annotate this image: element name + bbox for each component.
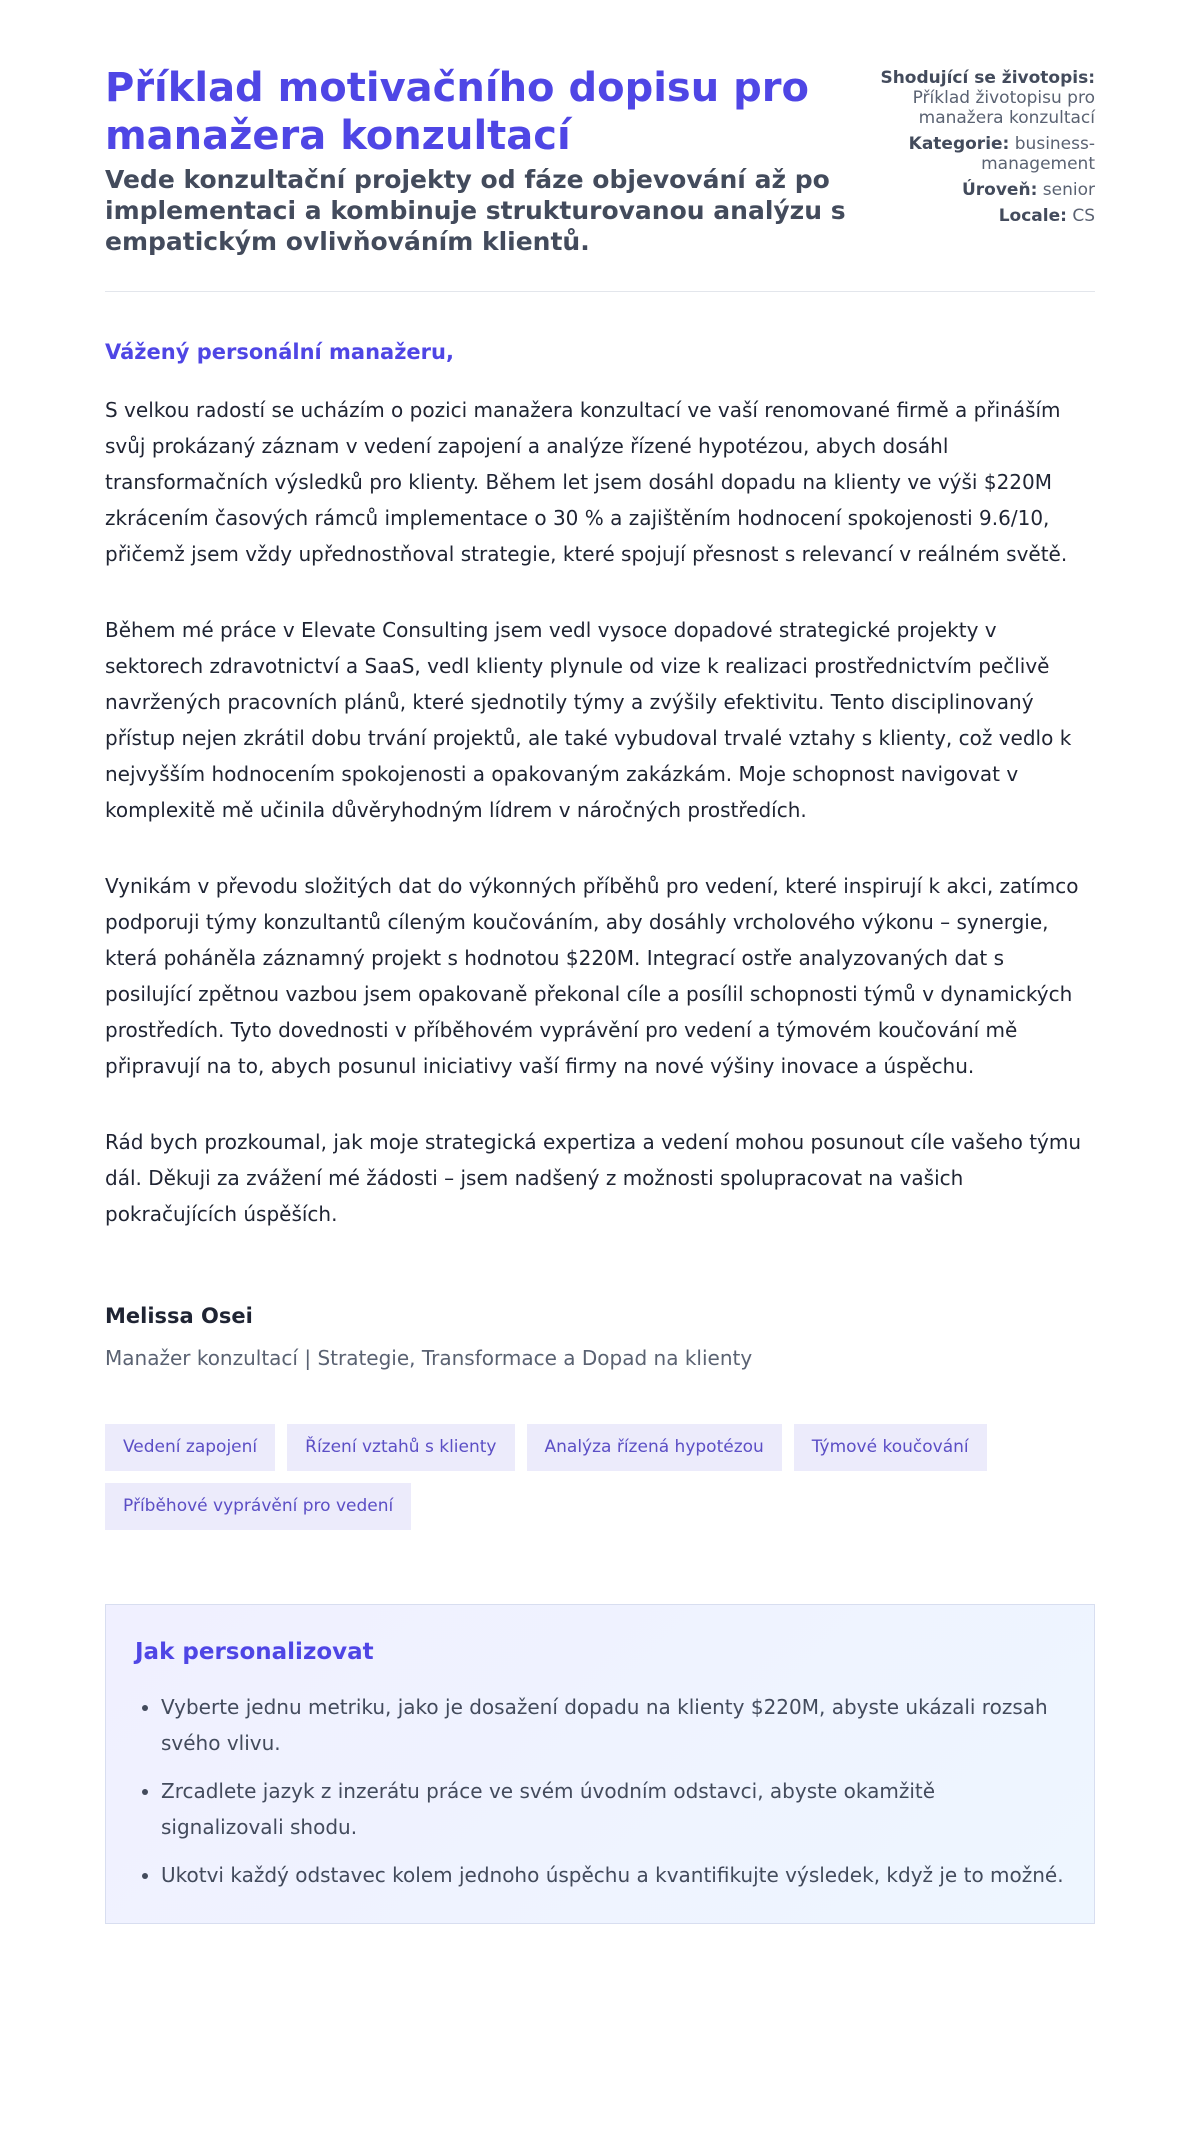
tips-list (135, 1689, 1064, 1893)
skill-tag: Týmové koučování (794, 1424, 987, 1471)
tips-title: Jak personalizovat (135, 1639, 374, 1665)
tip-item: • Zrcadlete jazyk z inzerátu práce ve svém úvodním odstavci, abyste okamžitě signalizovali shodu. (161, 1773, 1064, 1845)
level-label: Úroveň: (961, 180, 1038, 200)
signature-name: Melissa Osei (105, 1304, 253, 1328)
metadata-panel (861, 64, 1095, 232)
level-value: senior (1042, 180, 1095, 200)
locale-meta (861, 206, 1095, 226)
page-subtitle: Vede konzultační projekty od fáze objevování až po implementaci a kombinuje strukturovanou analýzu s empatickým ovlivňováním klientů. (105, 165, 846, 256)
signature-block (105, 1304, 1095, 1370)
page-header (105, 64, 1095, 257)
tip-item: • Ukotvi každý odstavec kolem jednoho úspěchu a kvantifikujte výsledek, když je to možné. (161, 1857, 1064, 1893)
signature-role: Manažer konzultací | Strategie, Transformace a Dopad na klienty (105, 1346, 753, 1370)
page-title: Příklad motivačního dopisu pro manažera konzultací (105, 65, 809, 159)
header-divider (105, 291, 1095, 292)
letter-paragraph-2: Během mé práce v Elevate Consulting jsem vedl vysoce dopadové strategické projekty v sektorech zdravotnictví a SaaS, vedl klienty plynule od vize k realizaci prostřednictvím pečlivě navržených pracovních plánů, které sjednotily týmy a zvýšily efektivitu. Tento disciplinovaný přístup nejen zkrátil dobu trvání projektů, ale také vybudoval trvalé vztahy s klienty, což vedlo k nejvyšším hodnocením spokojenosti a opakovaným zakázkám. Moje schopnost navigovat v komplexitě mě učinila důvěryhodným lídrem v náročných prostředích. (105, 618, 1072, 822)
letter-salutation: Vážený personální manažeru, (105, 340, 454, 364)
header-title-block (105, 64, 861, 257)
matching-resume-label: Shodující se životopis: (880, 68, 1095, 88)
skill-tag: Příběhové vyprávění pro vedení (105, 1483, 411, 1530)
letter-content (105, 340, 1095, 1924)
skill-tag: Vedení zapojení (105, 1424, 275, 1471)
matching-resume-meta (861, 68, 1095, 128)
letter-paragraph-4: Rád bych prozkoumal, jak moje strategická expertiza a vedení mohou posunout cíle vašeho týmu dál. Děkuji za zvážení mé žádosti – jsem nadšený z možnosti spolupracovat na vašich pokračujících úspěších. (105, 1130, 1082, 1226)
category-meta (861, 134, 1095, 174)
category-label: Kategorie: (908, 134, 1010, 154)
skill-tag: Analýza řízená hypotézou (527, 1424, 782, 1471)
personalization-tips (105, 1604, 1095, 1924)
level-meta (861, 180, 1095, 200)
locale-label: Locale: (998, 206, 1067, 226)
letter-paragraph-1: S velkou radostí se ucházím o pozici manažera konzultací ve vaší renomované firmě a přináším svůj prokázaný záznam v vedení zapojení a analýze řízené hypotézou, abych dosáhl transformačních výsledků pro klienty. Během let jsem dosáhl dopadu na klienty ve výši $220M zkrácením časových rámců implementace o 30 % a zajištěním hodnocení spokojenosti 9.6/10, přičemž jsem vždy upřednostňoval strategie, které spojují přesnost s relevancí v reálném světě. (105, 398, 1068, 566)
matching-resume-value: Příklad životopisu pro manažera konzultací (912, 88, 1095, 128)
locale-value: CS (1072, 206, 1095, 226)
cover-letter-page (105, 0, 1095, 1924)
skill-tag: Řízení vztahů s klienty (287, 1424, 514, 1471)
tip-item: • Vyberte jednu metriku, jako je dosažení dopadu na klienty $220M, abyste ukázali rozsah svého vlivu. (161, 1689, 1064, 1761)
category-value: business-management (981, 134, 1095, 174)
letter-paragraph-3: Vynikám v převodu složitých dat do výkonných příběhů pro vedení, které inspirují k akci, zatímco podporuji týmy konzultantů cíleným koučováním, aby dosáhly vrcholového výkonu – synergie, která poháněla záznamný projekt s hodnotou $220M. Integrací ostře analyzovaných dat s posilující zpětnou vazbou jsem opakovaně překonal cíle a posílil schopnosti týmů v dynamických prostředích. Tyto dovednosti v příběhovém vyprávění pro vedení a týmovém koučování mě připravují na to, abych posunul iniciativy vaší firmy na nové výšiny inovace a úspěchu. (105, 874, 1079, 1078)
skill-tags (105, 1424, 1025, 1530)
